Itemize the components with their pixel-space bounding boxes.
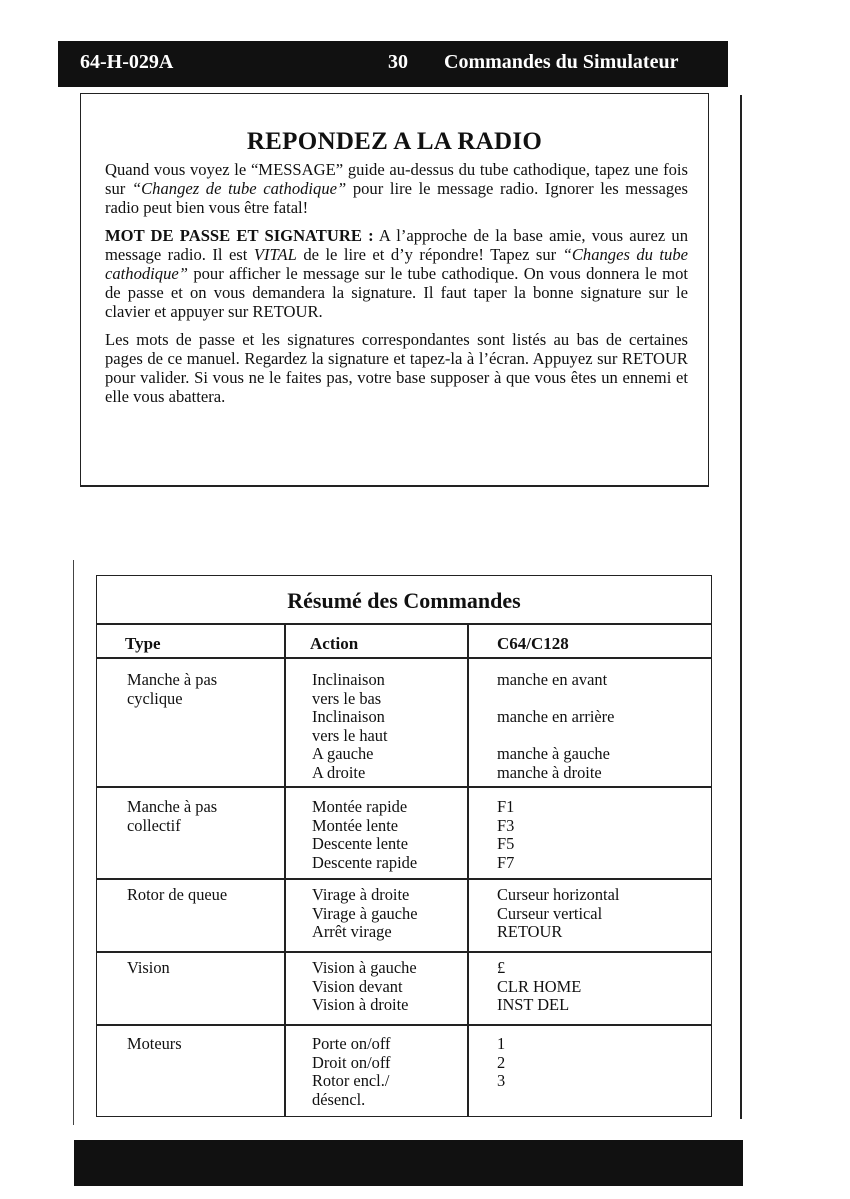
cell-line: Moteurs [127, 1034, 182, 1053]
cell-line: manche en arrière [497, 707, 615, 726]
cell-line: Rotor de queue [127, 885, 228, 904]
cell-line: vers le haut [312, 725, 388, 745]
cell-line: Vision à droite [312, 995, 409, 1014]
cell-line: Vision devant [312, 976, 403, 996]
text-run: A l’approche de la base amie, vous aurez un message radio. Il est [105, 225, 688, 264]
type-cell [127, 886, 227, 905]
cell-line: manche à gauche [497, 744, 610, 763]
cell-line: RETOUR [497, 922, 563, 941]
right-margin-rule [740, 95, 742, 1119]
cell-line: Rotor encl./ [312, 1071, 390, 1090]
table-title: Résumé des Commandes [287, 588, 521, 613]
action-cell [312, 886, 418, 942]
emphasis-text: “Changes du tube cathodique” [105, 244, 688, 284]
paragraph-password [105, 226, 688, 322]
emphasis-text: “Changez de tube cathodique” [131, 179, 347, 199]
cell-line: 1 [497, 1034, 506, 1053]
text-run: Quand vous voyez le “MESSAGE” guide au-dessus du tube cathodique, tapez une fois sur [105, 160, 688, 199]
column-header-key: C64/C128 [497, 634, 569, 653]
emphasis-text: VITAL [253, 244, 297, 264]
cell-line: A gauche [312, 744, 374, 763]
bold-lead: MOT DE PASSE ET SIGNATURE : [105, 225, 374, 245]
cell-line: 3 [497, 1071, 506, 1090]
cell-line: Virage à droite [312, 885, 410, 904]
type-cell [127, 798, 217, 835]
cell-line: INST DEL [497, 995, 570, 1014]
table-divider [97, 623, 711, 625]
action-cell [312, 798, 417, 872]
column-divider [284, 623, 286, 1117]
left-margin-rule [73, 560, 74, 1125]
column-header-action: Action [310, 634, 359, 653]
cell-line: manche en avant [497, 670, 608, 689]
text-run: pour lire le message radio. Ignorer les messages radio peut bien vous être fatal! [105, 179, 688, 218]
key-cell [497, 959, 581, 1015]
cell-line: vers le bas [312, 688, 382, 708]
row-divider [97, 951, 711, 953]
cell-line: CLR HOME [497, 976, 582, 996]
cell-line: Vision à gauche [312, 958, 417, 977]
cell-line: Inclinaison [312, 707, 385, 726]
key-cell [497, 798, 514, 872]
radio-section [80, 93, 709, 487]
cell-line: Descente lente [312, 834, 409, 853]
command-summary-table [96, 575, 712, 1117]
page-number: 30 [388, 51, 408, 73]
column-divider [467, 623, 469, 1117]
cell-line: F3 [497, 815, 515, 835]
chapter-title: Commandes du Simulateur [444, 51, 679, 73]
cell-line: Vision [127, 958, 170, 977]
cell-line [497, 727, 614, 746]
cell-line: Descente rapide [312, 852, 418, 872]
cell-line: Manche à pas [127, 670, 218, 689]
cell-line: F5 [497, 834, 515, 853]
section-body [105, 160, 688, 414]
cell-line: £ [497, 958, 506, 977]
section-title: REPONDEZ A LA RADIO [246, 128, 543, 155]
cell-line: 2 [497, 1052, 506, 1072]
document-code: 64-H-029A [80, 51, 174, 73]
text-run: pour afficher le message sur le tube cathodique. On vous donnera le mot de passe et on vous demandera la signature. Il faut taper la bonne signature sur le clavier et appuyer sur RETOUR. [105, 264, 688, 322]
cell-line: Porte on/off [312, 1034, 391, 1053]
column-header-type: Type [125, 634, 161, 653]
cell-line: désencl. [312, 1089, 366, 1109]
type-cell [127, 1035, 182, 1054]
action-cell [312, 959, 417, 1015]
cell-line [497, 690, 614, 709]
cell-line: Curseur horizontal [497, 885, 620, 904]
text-run: de le lire et d’y répondre! Tapez sur [296, 244, 563, 264]
cell-line: A droite [312, 762, 366, 782]
cell-line: Montée lente [312, 815, 399, 835]
paragraph-signatures: Les mots de passe et les signatures correspondantes sont listés au bas de certaines pages de ce manuel. Regardez la signature et tapez-la à l’écran. Appuyez sur RETOUR pour valider. Si vous ne le faites pas, votre base supposer à que vous êtes un ennemi et elle vous abattera. [105, 329, 688, 407]
action-cell [312, 1035, 390, 1109]
cell-line: cyclique [127, 688, 183, 708]
key-cell [497, 671, 614, 782]
row-divider [97, 786, 711, 788]
action-cell [312, 671, 388, 782]
type-cell [127, 671, 217, 708]
cell-line: Curseur vertical [497, 903, 603, 923]
cell-line: Droit on/off [312, 1052, 391, 1072]
cell-line: Montée rapide [312, 797, 408, 816]
page-footer-bar [74, 1140, 743, 1186]
row-divider [97, 878, 711, 880]
table-divider [97, 657, 711, 659]
cell-line: Manche à pas [127, 797, 218, 816]
key-cell [497, 1035, 505, 1091]
cell-line: F7 [497, 852, 515, 872]
cell-line: manche à droite [497, 762, 602, 782]
cell-line: Virage à gauche [312, 903, 418, 923]
cell-line: collectif [127, 815, 181, 835]
key-cell [497, 886, 619, 942]
cell-line: Arrêt virage [312, 922, 392, 941]
type-cell [127, 959, 170, 978]
cell-line: Inclinaison [312, 670, 385, 689]
page-header [58, 41, 728, 87]
cell-line: F1 [497, 797, 515, 816]
row-divider [97, 1024, 711, 1026]
paragraph-message [105, 160, 688, 218]
